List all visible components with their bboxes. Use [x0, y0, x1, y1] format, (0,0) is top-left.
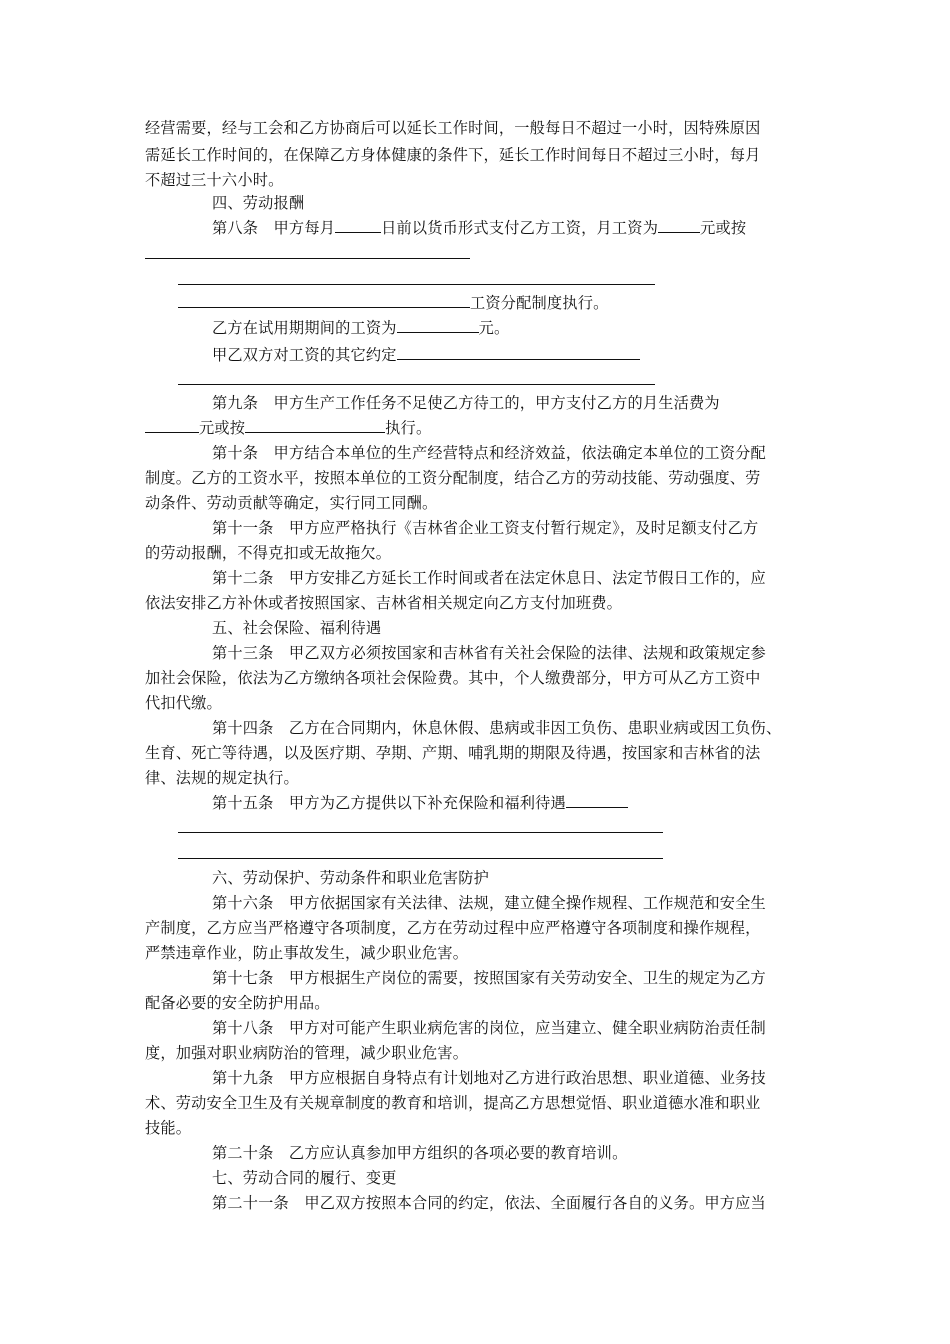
text-line: 律、法规的规定执行。: [145, 769, 299, 787]
text-line: 第十九条 甲方应根据自身特点有计划地对乙方进行政治思想、职业道德、业务技: [212, 1069, 766, 1087]
blank-field[interactable]: [566, 793, 628, 808]
section-heading: 六、劳动保护、劳动条件和职业危害防护: [212, 869, 489, 887]
text-line: 依法安排乙方补休或者按照国家、吉林省相关规定向乙方支付加班费。: [145, 594, 623, 612]
text-line: 需延长工作时间的，在保障乙方身体健康的条件下，延长工作时间每日不超过三小时，每月: [145, 146, 761, 164]
text-span: 日前以货币形式支付乙方工资，月工资为: [381, 219, 659, 237]
text-span: 执行。: [385, 419, 432, 437]
text-line: 加社会保险，依法为乙方缴纳各项社会保险费。其中，个人缴费部分，甲方可从乙方工资中: [145, 669, 761, 687]
text-span: 元。: [478, 319, 510, 337]
article-8-line: [212, 218, 746, 238]
text-line: 第二十一条 甲乙双方按照本合同的约定，依法、全面履行各自的义务。甲方应当: [212, 1194, 766, 1212]
blank-field[interactable]: [658, 218, 700, 233]
blank-field[interactable]: [397, 318, 479, 333]
text-line: 配备必要的安全防护用品。: [145, 994, 330, 1012]
text-line: 动条件、劳动贡献等确定，实行同工同酬。: [145, 494, 438, 512]
text-line: 的劳动报酬，不得克扣或无故拖欠。: [145, 544, 392, 562]
section-heading: 七、劳动合同的履行、变更: [212, 1169, 397, 1187]
text-line: 严禁违章作业，防止事故发生，减少职业危害。: [145, 944, 469, 962]
text-span: 甲乙双方对工资的其它约定: [212, 346, 397, 364]
text-line: 度，加强对职业病防治的管理，减少职业危害。: [145, 1044, 469, 1062]
text-line: 第二十条 乙方应认真参加甲方组织的各项必要的教育培训。: [212, 1144, 628, 1162]
text-line: [212, 345, 640, 365]
blank-field[interactable]: [397, 345, 640, 360]
text-line: 技能。: [145, 1119, 192, 1137]
blank-field[interactable]: [145, 418, 199, 433]
blank-rule[interactable]: [178, 858, 663, 859]
section-heading: 四、劳动报酬: [212, 194, 305, 212]
text-line: 第十七条 甲方根据生产岗位的需要，按照国家有关劳动安全、卫生的规定为乙方: [212, 969, 766, 987]
text-span: 乙方在试用期期间的工资为: [212, 319, 397, 337]
blank-field[interactable]: [335, 218, 381, 233]
text-line: [145, 418, 431, 438]
text-line: 代扣代缴。: [145, 694, 222, 712]
text-line: 第十八条 甲方对可能产生职业病危害的岗位，应当建立、健全职业病防治责任制: [212, 1019, 766, 1037]
text-line: 第十二条 甲方安排乙方延长工作时间或者在法定休息日、法定节假日工作的，应: [212, 569, 766, 587]
text-line: 经营需要，经与工会和乙方协商后可以延长工作时间，一般每日不超过一小时，因特殊原因: [145, 119, 761, 137]
text-line: 术、劳动安全卫生及有关规章制度的教育和培训，提高乙方思想觉悟、职业道德水准和职业: [145, 1094, 761, 1112]
blank-rule[interactable]: [145, 258, 470, 259]
text-line: 第十条 甲方结合本单位的生产经营特点和经济效益，依法确定本单位的工资分配: [212, 444, 766, 462]
text-line: 制度。乙方的工资水平，按照本单位的工资分配制度，结合乙方的劳动技能、劳动强度、劳: [145, 469, 761, 487]
text-line: [178, 293, 609, 313]
text-span: 元或按: [700, 219, 747, 237]
text-span: 第八条 甲方每月: [212, 219, 336, 237]
blank-rule[interactable]: [178, 832, 663, 833]
text-line: [212, 318, 509, 338]
text-line: 第十三条 甲乙双方必须按国家和吉林省有关社会保险的法律、法规和政策规定参: [212, 644, 766, 662]
text-line: 产制度，乙方应当严格遵守各项制度，乙方在劳动过程中应严格遵守各项制度和操作规程，: [145, 919, 761, 937]
text-line: [212, 793, 628, 813]
blank-field[interactable]: [178, 293, 470, 308]
blank-rule[interactable]: [178, 284, 655, 285]
text-span: 工资分配制度执行。: [470, 294, 609, 312]
text-line: 第十四条 乙方在合同期内，休息休假、患病或非因工负伤、患职业病或因工负伤、: [212, 719, 782, 737]
text-span: 元或按: [199, 419, 246, 437]
text-line: 第十一条 甲方应严格执行《吉林省企业工资支付暂行规定》，及时足额支付乙方: [212, 519, 759, 537]
blank-rule[interactable]: [178, 384, 655, 385]
text-line: 第九条 甲方生产工作任务不足使乙方待工的，甲方支付乙方的月生活费为: [212, 394, 720, 412]
text-line: 不超过三十六小时。: [145, 171, 284, 189]
text-line: 生育、死亡等待遇，以及医疗期、孕期、产期、哺乳期的期限及待遇，按国家和吉林省的法: [145, 744, 761, 762]
text-span: 第十五条 甲方为乙方提供以下补充保险和福利待遇: [212, 794, 566, 812]
section-heading: 五、社会保险、福利待遇: [212, 619, 382, 637]
text-line: 第十六条 甲方依据国家有关法律、法规，建立健全操作规程、工作规范和安全生: [212, 894, 766, 912]
blank-field[interactable]: [245, 418, 385, 433]
